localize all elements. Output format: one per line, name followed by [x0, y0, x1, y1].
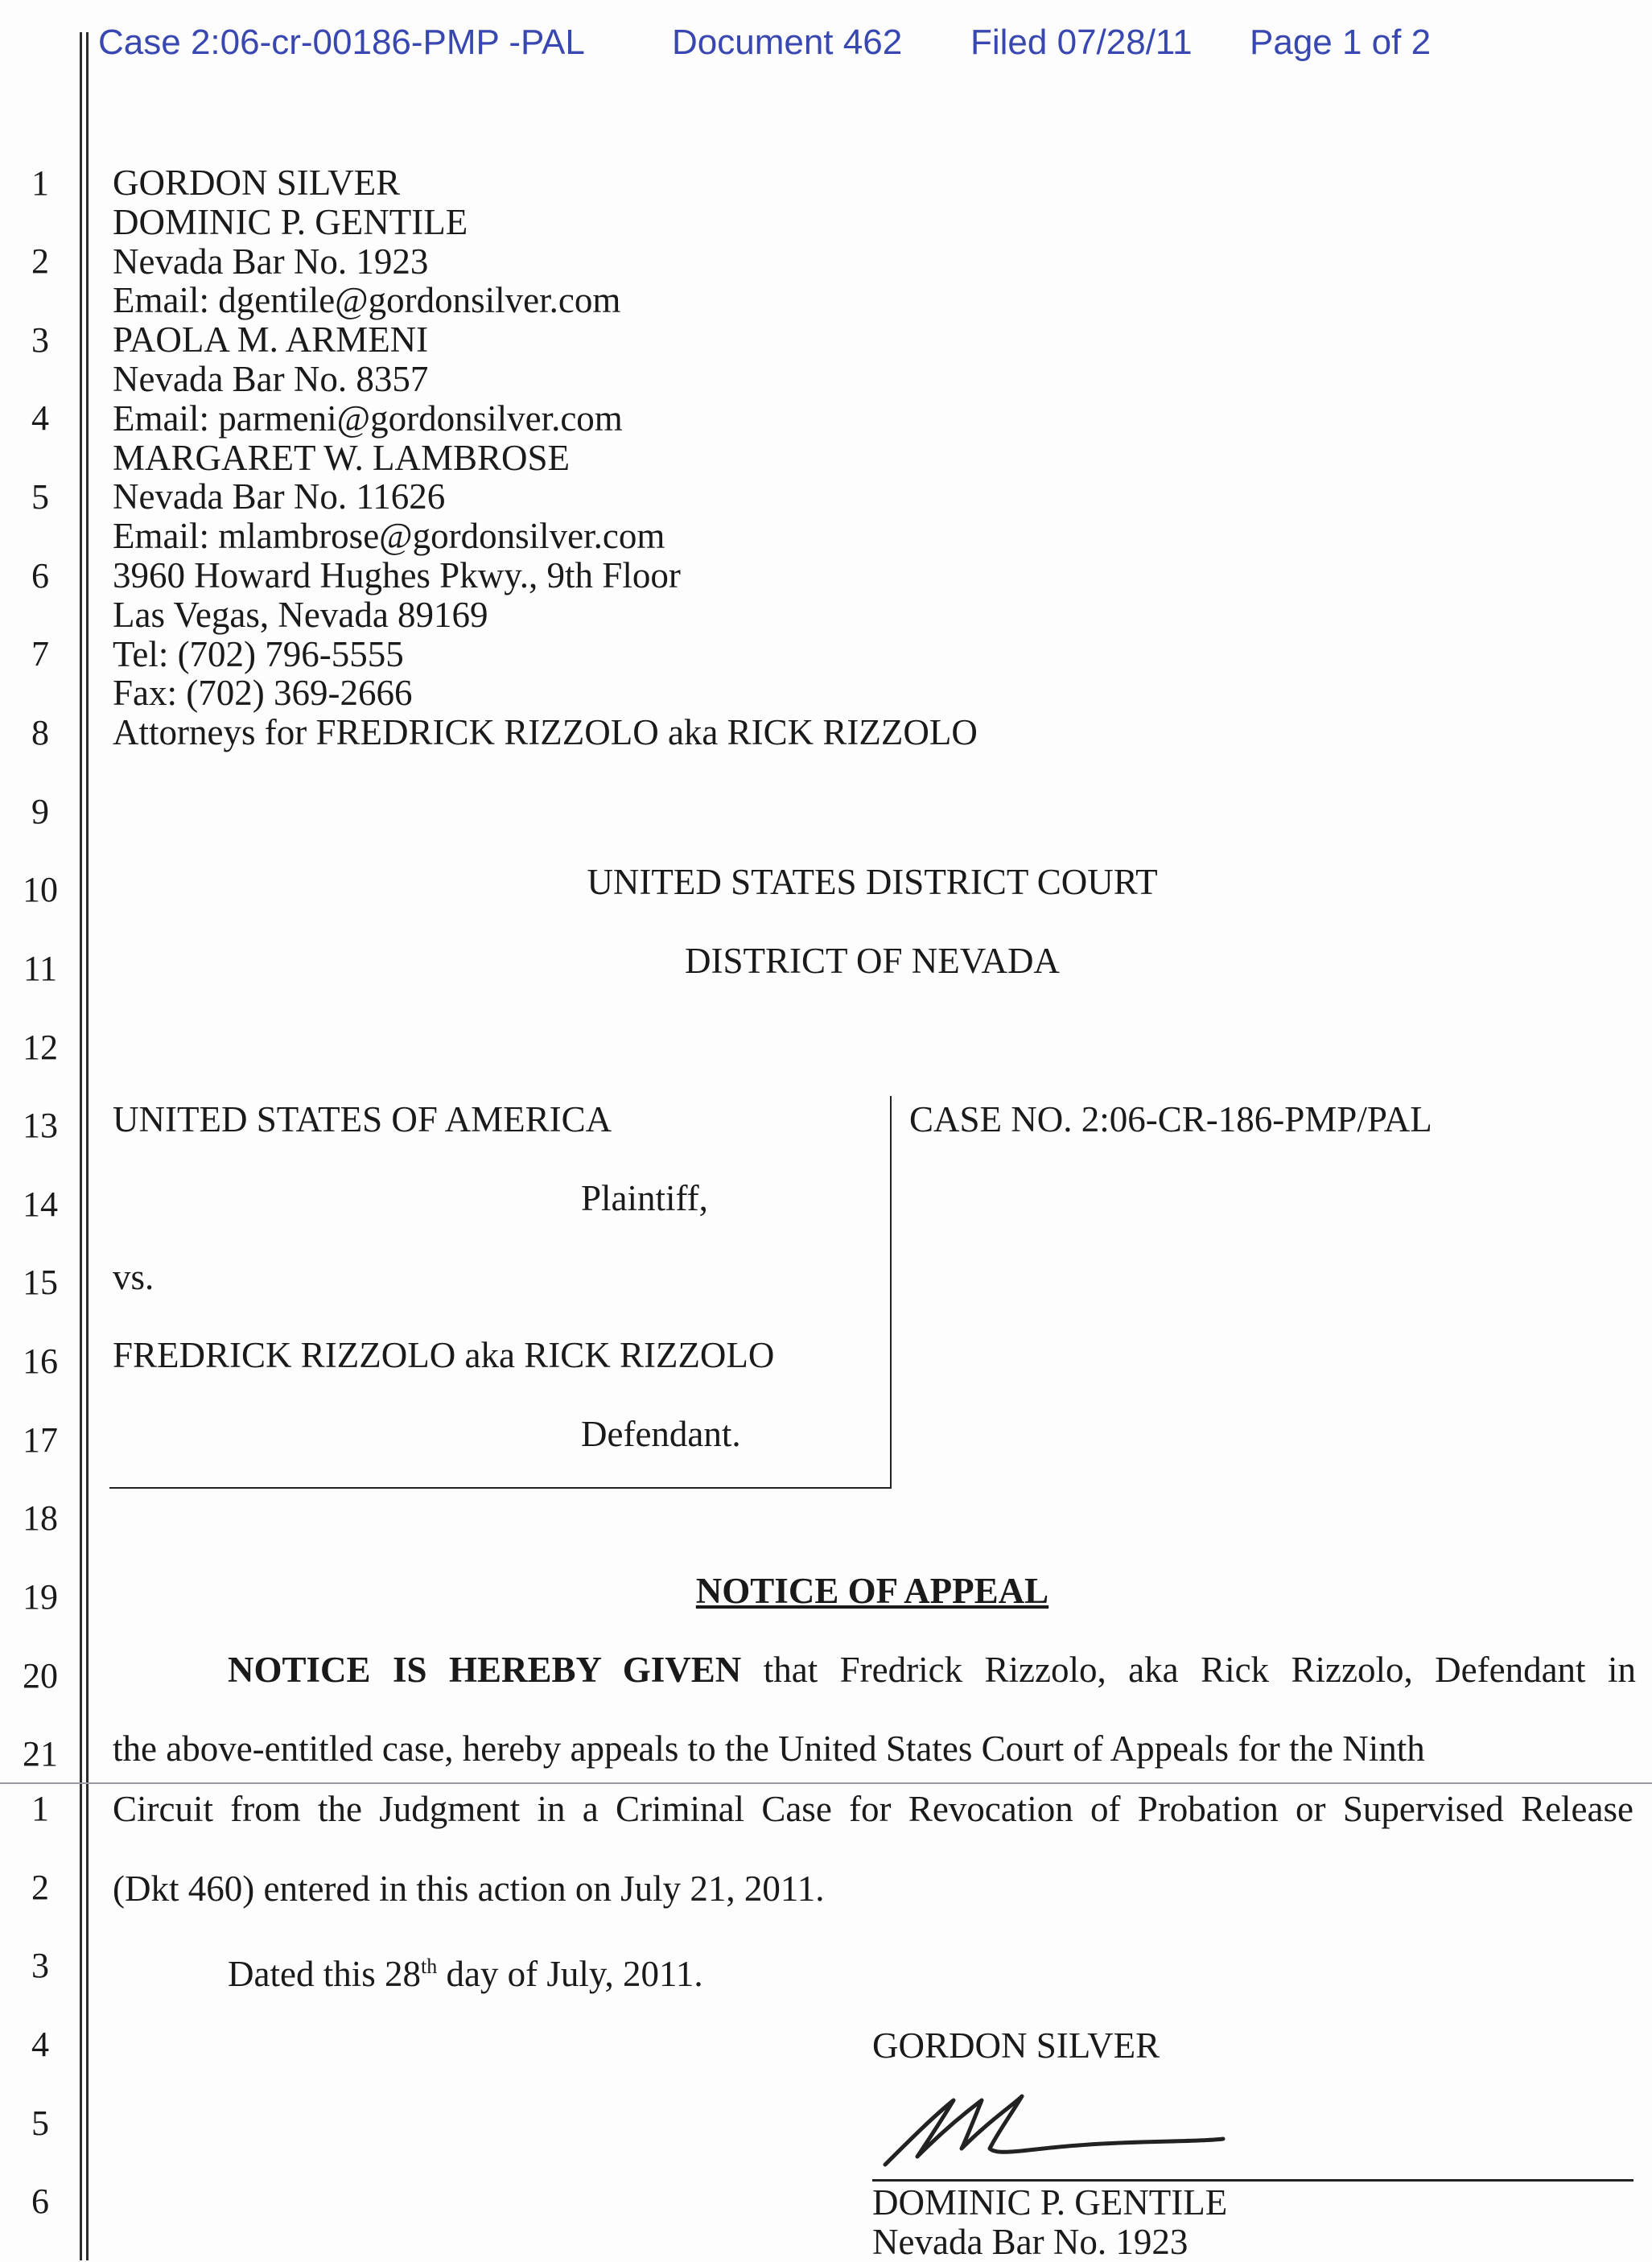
- margin-rule-right: [86, 32, 89, 2260]
- line-number: 6: [31, 2182, 49, 2222]
- line-number: 5: [31, 2103, 49, 2143]
- header-case-number: Case 2:06-cr-00186-PMP -PAL: [98, 23, 585, 62]
- attorney-line: DOMINIC P. GENTILE: [113, 201, 468, 242]
- body-p2-line-1: Circuit from the Judgment in a Criminal Case for Revocation of Probation or Supervised Release: [113, 1789, 1633, 1829]
- line-number: 20: [23, 1655, 58, 1695]
- document-title: [0, 1571, 1652, 1611]
- attorney-line: Email: mlambrose@gordonsilver.com: [113, 516, 665, 557]
- line-number: 18: [23, 1498, 58, 1539]
- defendant-label: Defendant.: [581, 1414, 741, 1454]
- attorney-line: GORDON SILVER: [113, 163, 401, 203]
- line-number: 1: [31, 1789, 49, 1828]
- line-number: 2: [31, 241, 49, 282]
- caption-vertical-rule: [890, 1096, 892, 1489]
- attorney-line: Email: parmeni@gordonsilver.com: [113, 398, 623, 439]
- attorney-line: Email: dgentile@gordonsilver.com: [113, 280, 621, 321]
- court-district: DISTRICT OF NEVADA: [685, 941, 1060, 981]
- body-p2-line-2: (Dkt 460) entered in this action on July 21, 2011.: [113, 1869, 825, 1909]
- line-number: 3: [31, 1946, 49, 1986]
- line-number: 10: [23, 870, 58, 910]
- line-number: 19: [23, 1577, 58, 1617]
- attorney-line: 3960 Howard Hughes Pkwy., 9th Floor: [113, 555, 681, 595]
- line-number: 1: [31, 163, 49, 203]
- signature-image: [877, 2084, 1296, 2173]
- line-number: 2: [31, 1867, 49, 1907]
- line-number: 4: [31, 2024, 49, 2064]
- attorney-line: Tel: (702) 796-5555: [113, 633, 404, 674]
- attorney-line: Nevada Bar No. 11626: [113, 476, 446, 517]
- line-number: 3: [31, 319, 49, 360]
- line-number: 4: [31, 398, 49, 439]
- attorney-line: MARGARET W. LAMBROSE: [113, 437, 571, 478]
- line-number: 9: [31, 791, 49, 831]
- plaintiff-label: Plaintiff,: [581, 1178, 708, 1218]
- attorney-line: Nevada Bar No. 1923: [113, 241, 429, 282]
- body-line-20-text: that Fredrick Rizzolo, aka Rick Rizzolo, Defendant in: [741, 1650, 1636, 1690]
- signature-line: [872, 2179, 1633, 2182]
- attorney-line: Fax: (702) 369-2666: [113, 673, 413, 714]
- notice-lead: NOTICE IS HEREBY GIVEN: [228, 1650, 742, 1690]
- line-number: 6: [31, 555, 49, 595]
- line-number: 21: [23, 1734, 58, 1774]
- body-line-20: [228, 1650, 1636, 1690]
- attorney-line: PAOLA M. ARMENI: [113, 319, 429, 361]
- defendant-name: FREDRICK RIZZOLO aka RICK RIZZOLO: [113, 1335, 775, 1375]
- dated-suffix: th: [420, 1955, 438, 1978]
- attorney-line: Nevada Bar No. 8357: [113, 359, 429, 399]
- header-filed-date: Filed 07/28/11: [970, 23, 1193, 62]
- header-page-count: Page 1 of 2: [1250, 23, 1432, 62]
- line-number: 16: [23, 1341, 58, 1382]
- line-number: 12: [23, 1027, 58, 1067]
- document-title-text: NOTICE OF APPEAL: [695, 1571, 1049, 1611]
- dated-line: [228, 1947, 703, 1994]
- page-break: [0, 1782, 1652, 1784]
- margin-rule-left: [80, 32, 82, 2260]
- attorney-line: Las Vegas, Nevada 89169: [113, 594, 488, 635]
- body-line-21: the above-entitled case, hereby appeals to the United States Court of Appeals for the Ninth: [113, 1728, 1425, 1769]
- line-number: 15: [23, 1263, 58, 1303]
- caption-horizontal-rule: [109, 1487, 892, 1489]
- court-name: UNITED STATES DISTRICT COURT: [587, 862, 1158, 902]
- line-number: 13: [23, 1106, 58, 1146]
- line-number: 17: [23, 1419, 58, 1460]
- header-document-number: Document 462: [672, 23, 903, 62]
- signature-firm: GORDON SILVER: [872, 2025, 1160, 2066]
- case-number: CASE NO. 2:06-CR-186-PMP/PAL: [909, 1099, 1432, 1139]
- dated-prefix: Dated this 28: [228, 1954, 421, 1994]
- signer-bar-number: Nevada Bar No. 1923: [872, 2222, 1189, 2262]
- line-number: 14: [23, 1184, 58, 1224]
- dated-rest: day of July, 2011.: [437, 1954, 703, 1994]
- line-number: 11: [23, 948, 58, 988]
- attorney-line: Attorneys for FREDRICK RIZZOLO aka RICK RIZZOLO: [113, 712, 978, 753]
- line-number: 5: [31, 477, 49, 517]
- signer-name: DOMINIC P. GENTILE: [872, 2182, 1228, 2223]
- line-number: 8: [31, 712, 49, 752]
- plaintiff-name: UNITED STATES OF AMERICA: [113, 1099, 612, 1139]
- versus: vs.: [113, 1257, 154, 1297]
- line-number: 7: [31, 634, 49, 674]
